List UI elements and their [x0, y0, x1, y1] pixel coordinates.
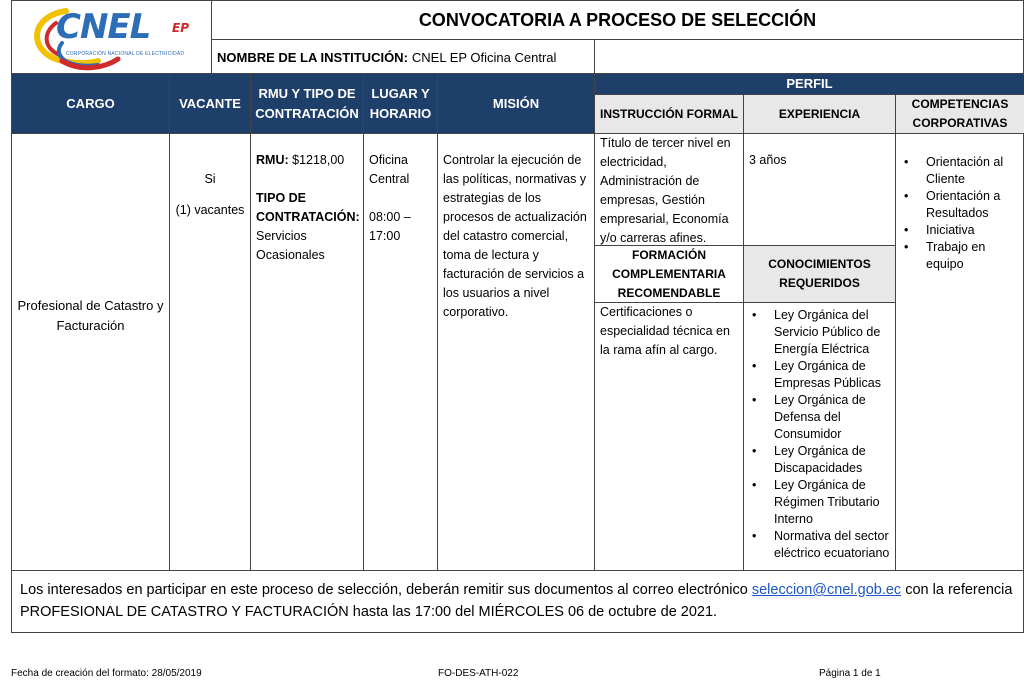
- rmu-value: $1218,00: [292, 153, 345, 167]
- footer-page: Página 1 de 1: [819, 668, 881, 679]
- col-header-competencias: COMPETENCIAS CORPORATIVAS: [896, 95, 1024, 134]
- col-header-rmu: RMU Y TIPO DE CONTRATACIÓN: [251, 74, 364, 134]
- logo-ep: EP: [172, 21, 189, 35]
- lugar-text: Oficina Central: [369, 153, 410, 186]
- col-header-conocimientos: CONOCIMIENTOS REQUERIDOS: [744, 246, 896, 303]
- conocimiento-item: • Ley Orgánica de Defensa del Consumidor: [744, 392, 895, 443]
- cell-rmu: [251, 134, 364, 571]
- cnel-logo: [26, 3, 206, 71]
- competencia-item: • Orientación a Resultados: [896, 188, 1024, 222]
- horario-text: 08:00 – 17:00: [369, 210, 411, 243]
- competencia-item: • Trabajo en equipo: [896, 239, 1024, 273]
- selection-table: [11, 74, 1024, 571]
- col-header-instruccion: INSTRUCCIÓN FORMAL: [595, 95, 744, 134]
- cell-conocimientos: [744, 303, 896, 571]
- vacante-count: (1) vacantes: [175, 203, 245, 217]
- conocimiento-item: • Ley Orgánica de Discapacidades: [744, 443, 895, 477]
- institution-label: NOMBRE DE LA INSTITUCIÓN:: [217, 49, 408, 65]
- cell-experiencia: 3 años: [744, 134, 896, 246]
- conocimientos-list: [744, 307, 895, 562]
- cell-cargo: [12, 134, 170, 571]
- rmu-line: [256, 151, 358, 170]
- footer-created: Fecha de creación del formato: 28/05/2019: [11, 668, 202, 679]
- tipo-label: TIPO DE CONTRATACIÓN:: [256, 191, 360, 224]
- logo-cell: [12, 1, 212, 74]
- cell-mision: Controlar la ejecución de las políticas, normativas y estrategias de los procesos de actualización del catastro comercial, toma de lectura y facturación de servicios a los usuarios a nivel corporativo.: [438, 134, 595, 571]
- note-text-after: con la referencia PROFESIONAL DE CATASTRO Y FACTURACIÓN hasta las 17:00 del MIÉRCOLES 06 de octubre de 2021.: [20, 582, 1013, 620]
- competencia-item: • Iniciativa: [896, 222, 1024, 239]
- col-header-lugar: LUGAR Y HORARIO: [364, 74, 438, 134]
- col-header-formacion: FORMACIÓN COMPLEMENTARIA RECOMENDABLE: [595, 246, 744, 303]
- col-header-mision: MISIÓN: [438, 74, 595, 134]
- cell-instruccion: Título de tercer nivel en electricidad, Administración de empresas, Gestión empresarial, Economía y/o carreras afines.: [595, 134, 744, 246]
- vacante-si: Si: [204, 172, 216, 186]
- cell-lugar: [364, 134, 438, 571]
- conocimiento-item: • Ley Orgánica del Servicio Público de Energía Eléctrica: [744, 307, 895, 358]
- col-header-perfil: PERFIL: [595, 74, 1024, 95]
- footer-code: FO-DES-ATH-022: [438, 668, 519, 679]
- conocimiento-item: • Normativa del sector eléctrico ecuatoriano: [744, 528, 895, 562]
- col-header-cargo: CARGO: [12, 74, 170, 134]
- competencia-item: • Orientación al Cliente: [896, 154, 1024, 188]
- application-note: [11, 571, 1024, 633]
- conocimiento-item: • Ley Orgánica de Empresas Públicas: [744, 358, 895, 392]
- conocimiento-item: • Ley Orgánica de Régimen Tributario Interno: [744, 477, 895, 528]
- rmu-label: RMU:: [256, 153, 289, 167]
- institution-row: [212, 40, 595, 74]
- email-link[interactable]: seleccion@cnel.gob.ec: [751, 582, 902, 598]
- col-header-experiencia: EXPERIENCIA: [744, 95, 896, 134]
- cell-competencias: [896, 134, 1024, 571]
- logo-subtitle: CORPORACIÓN NACIONAL DE ELECTRICIDAD: [66, 51, 185, 57]
- logo-wordmark: CNEL: [56, 7, 151, 47]
- col-header-vacante: VACANTE: [170, 74, 251, 134]
- cell-formacion: Certificaciones o especialidad técnica en la rama afín al cargo.: [595, 303, 744, 571]
- document-header: [11, 0, 1024, 74]
- cell-vacante: [170, 134, 251, 571]
- tipo-value: Servicios Ocasionales: [256, 229, 325, 262]
- cargo-text: Profesional de Catastro y Facturación: [17, 298, 164, 333]
- competencias-list: [896, 154, 1024, 273]
- page-title: CONVOCATORIA A PROCESO DE SELECCIÓN: [212, 1, 1023, 40]
- institution-value: CNEL EP Oficina Central: [411, 49, 557, 65]
- note-text-before: Los interesados en participar en este proceso de selección, deberán remitir sus documentos al correo electrónico: [20, 582, 748, 598]
